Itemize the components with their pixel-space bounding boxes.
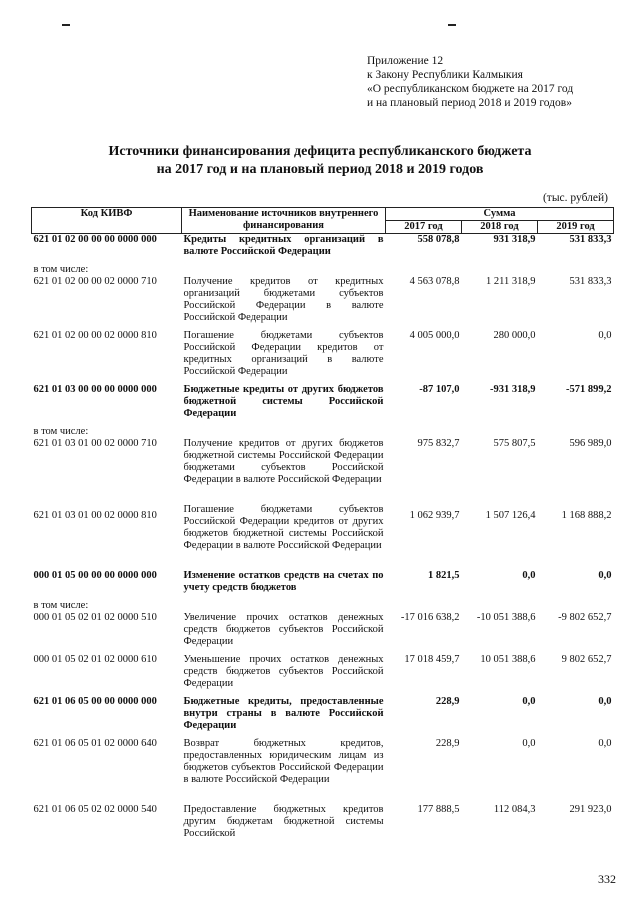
row-name: Возврат бюджетных кредитов, предоставленных юридическим лицам из бюджетов субъектов Российской Федерации в валюте Российской Федерации xyxy=(183,737,384,785)
row-code: 621 01 03 01 00 02 0000 810 xyxy=(33,509,157,521)
row-value-2017: 1 062 939,7 xyxy=(409,509,460,521)
row-code: 621 01 02 00 00 02 0000 810 xyxy=(33,329,157,341)
row-value-2019: 9 802 652,7 xyxy=(561,653,612,665)
row-value-2019: 1 168 888,2 xyxy=(561,509,612,521)
table-row xyxy=(32,654,614,696)
financing-sources-table xyxy=(31,207,614,846)
row-value-2019: 0,0 xyxy=(598,695,612,707)
row-value-2018: 0,0 xyxy=(522,569,536,581)
row-name: Бюджетные кредиты от других бюджетов бюджетной системы Российской Федерации xyxy=(183,383,384,419)
row-value-2018: 112 084,3 xyxy=(493,803,536,815)
row-name: Погашение бюджетами субъектов Российской Федерации кредитов от других бюджетов бюджетной системы Российской Федерации в валюте Российской Федерации xyxy=(183,503,384,551)
row-value-2019: 0,0 xyxy=(598,569,612,581)
table-row xyxy=(32,696,614,738)
row-code: 621 01 06 05 02 02 0000 540 xyxy=(33,803,157,815)
header-2019: 2019 год xyxy=(538,221,614,234)
title-line-1: Источники финансирования дефицита республиканского бюджета xyxy=(108,144,532,159)
row-code: 621 01 03 00 00 00 0000 000 xyxy=(33,383,157,395)
row-value-2018: -10 051 388,6 xyxy=(476,611,536,623)
row-value-2017: 17 018 459,7 xyxy=(404,653,460,665)
row-code: 621 01 06 05 00 00 0000 000 xyxy=(33,695,157,707)
table-row xyxy=(32,234,614,264)
row-name: Изменение остатков средств на счетах по учету средств бюджетов xyxy=(183,569,384,593)
row-value-2017: -17 016 638,2 xyxy=(400,611,460,623)
row-value-2019: 596 989,0 xyxy=(569,437,612,449)
row-value-2018: 1 211 318,9 xyxy=(486,275,536,287)
corner-mark-right xyxy=(448,24,456,26)
header-sum: Сумма xyxy=(386,208,614,221)
row-value-2017: -87 107,0 xyxy=(419,383,460,395)
appendix-line-2: к Закону Республики Калмыкия xyxy=(367,69,523,81)
document-title xyxy=(0,143,640,179)
header-code: Код КИВФ xyxy=(32,208,182,234)
row-code: 000 01 05 02 01 02 0000 510 xyxy=(33,611,157,623)
units-label: (тыс. рублей) xyxy=(542,192,608,204)
appendix-line-1: Приложение 12 xyxy=(367,55,444,67)
row-value-2019: 291 923,0 xyxy=(569,803,612,815)
table-row xyxy=(32,612,614,654)
row-code: 621 01 06 05 01 02 0000 640 xyxy=(33,737,157,749)
row-name: Предоставление бюджетных кредитов другим бюджетам бюджетной системы Российской xyxy=(183,803,384,839)
row-including-label: в том числе: xyxy=(33,425,89,437)
row-value-2018: 931 318,9 xyxy=(493,234,536,245)
table-row xyxy=(32,438,614,504)
row-value-2017: 177 888,5 xyxy=(417,803,460,815)
row-name: Бюджетные кредиты, предоставленные внутри страны в валюте Российской Федерации xyxy=(183,695,384,731)
row-value-2019: 531 833,3 xyxy=(569,234,612,245)
row-value-2017: 558 078,8 xyxy=(417,234,460,245)
table-body xyxy=(32,234,614,846)
row-code: 000 01 05 00 00 00 0000 000 xyxy=(33,569,157,581)
header-2018: 2018 год xyxy=(462,221,538,234)
title-line-2: на 2017 год и на плановый период 2018 и 2019 годов xyxy=(156,162,484,177)
row-code: 621 01 03 01 00 02 0000 710 xyxy=(33,437,157,449)
row-value-2018: -931 318,9 xyxy=(490,383,536,395)
table-row xyxy=(32,738,614,804)
row-value-2018: 0,0 xyxy=(522,695,536,707)
row-value-2017: 228,9 xyxy=(435,737,460,749)
header-name: Наименование источников внутреннего финансирования xyxy=(182,208,386,234)
appendix-line-3: «О республиканском бюджете на 2017 год xyxy=(367,83,574,95)
table-row xyxy=(32,570,614,600)
table-row xyxy=(32,384,614,426)
row-name: Получение кредитов от других бюджетов бюджетной системы Российской Федерации бюджетами субъектов Российской Федерации в валюте Российской Федерации xyxy=(183,437,384,485)
row-value-2019: 531 833,3 xyxy=(569,275,612,287)
corner-mark-left xyxy=(62,24,70,26)
row-including-label: в том числе: xyxy=(33,263,89,275)
row-value-2017: 4 563 078,8 xyxy=(409,275,460,287)
row-code: 000 01 05 02 01 02 0000 610 xyxy=(33,653,157,665)
row-value-2018: 1 507 126,4 xyxy=(485,509,536,521)
row-value-2018: 10 051 388,6 xyxy=(480,653,536,665)
table-row-subheading xyxy=(32,264,614,276)
row-value-2019: -9 802 652,7 xyxy=(558,611,612,623)
row-value-2018: 280 000,0 xyxy=(493,329,536,341)
row-value-2019: 0,0 xyxy=(598,329,612,341)
table-row xyxy=(32,504,614,570)
row-value-2019: -571 899,2 xyxy=(566,383,612,395)
header-2017: 2017 год xyxy=(386,221,462,234)
table-row xyxy=(32,330,614,384)
table-row xyxy=(32,276,614,330)
row-including-label: в том числе: xyxy=(33,599,89,611)
row-value-2017: 1 821,5 xyxy=(428,569,460,581)
row-value-2018: 575 807,5 xyxy=(493,437,536,449)
row-name: Увеличение прочих остатков денежных средств бюджетов субъектов Российской Федерации xyxy=(183,611,384,647)
row-value-2017: 975 832,7 xyxy=(417,437,460,449)
appendix-note xyxy=(367,54,573,110)
row-name: Получение кредитов от кредитных организаций бюджетами субъектов Российской Федерации в валюте Российской Федерации xyxy=(183,275,384,323)
table-row-subheading xyxy=(32,600,614,612)
row-value-2017: 228,9 xyxy=(435,695,460,707)
row-name: Погашение бюджетами субъектов Российской Федерации кредитов от кредитных организаций в валюте Российской Федерации xyxy=(183,329,384,377)
row-value-2017: 4 005 000,0 xyxy=(409,329,460,341)
table-row xyxy=(32,804,614,846)
row-name: Уменьшение прочих остатков денежных средств бюджетов субъектов Российской Федерации xyxy=(183,653,384,689)
row-code: 621 01 02 00 00 00 0000 000 xyxy=(33,234,157,245)
row-code: 621 01 02 00 00 02 0000 710 xyxy=(33,275,157,287)
appendix-line-4: и на плановый период 2018 и 2019 годов» xyxy=(367,97,572,109)
page-number: 332 xyxy=(598,872,616,886)
row-name: Кредиты кредитных организаций в валюте Российской Федерации xyxy=(183,234,384,257)
row-value-2019: 0,0 xyxy=(598,737,612,749)
row-value-2018: 0,0 xyxy=(522,737,536,749)
table-row-subheading xyxy=(32,426,614,438)
